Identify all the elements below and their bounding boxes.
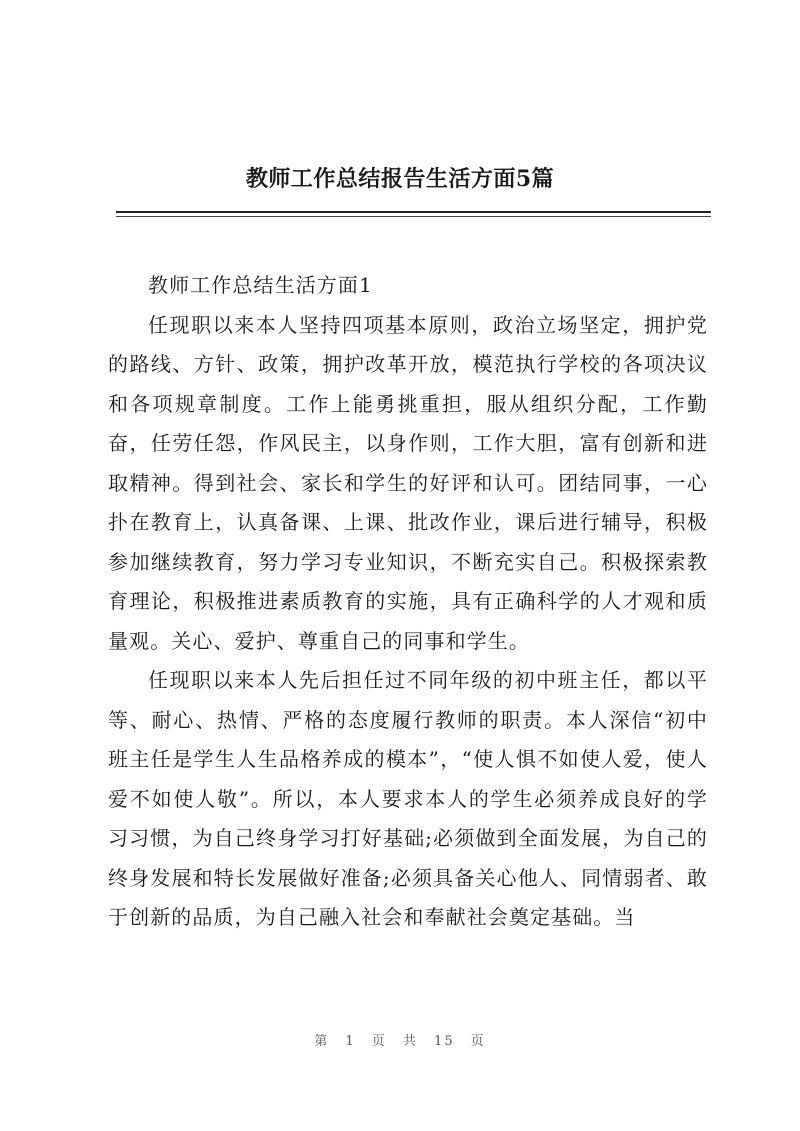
section-heading: 教师工作总结生活方面1 (148, 273, 373, 297)
paragraph-1: 任现职以来本人坚持四项基本原则，政治立场坚定，拥护党的路线、方针、政策，拥护改革开放，模范执行学校的各项决议和各项规章制度。工作上能勇挑重担，服从组织分配，工作勤奋，任劳任怨，作风民主，以身作则，工作大胆，富有创新和进取精神。得到社会、家长和学生的好评和认可。团结同事，一心扑在教育上，认真备课、上课、批改作业，课后进行辅导，积极参加继续教育，努力学习专业知识，不断充实自己。积极探索教育理论，积极推进素质教育的实施，具有正确科学的人才观和质量观。关心、爱护、尊重自己的同事和学生。 (108, 312, 708, 653)
page-number-footer: 第 1 页 共 15 页 (314, 1034, 486, 1049)
title-rule-thin (116, 216, 711, 217)
document-title: 教师工作总结报告生活方面5篇 (245, 166, 555, 192)
document-body (108, 266, 708, 938)
title-rule-thick (116, 211, 711, 213)
paragraph-2: 任现职以来本人先后担任过不同年级的初中班主任，都以平等、耐心、热情、严格的态度履行教师的职责。本人深信“初中班主任是学生人生品格养成的模本”，“使人惧不如使人爱，使人爱不如使人敬”。所以，本人要求本人的学生必须养成良好的学习习惯，为自己终身学习打好基础;必须做到全面发展，为自己的终身发展和特长发展做好准备;必须具备关心他人、同情弱者、敢于创新的品质，为自己融入社会和奉献社会奠定基础。当 (108, 668, 708, 929)
